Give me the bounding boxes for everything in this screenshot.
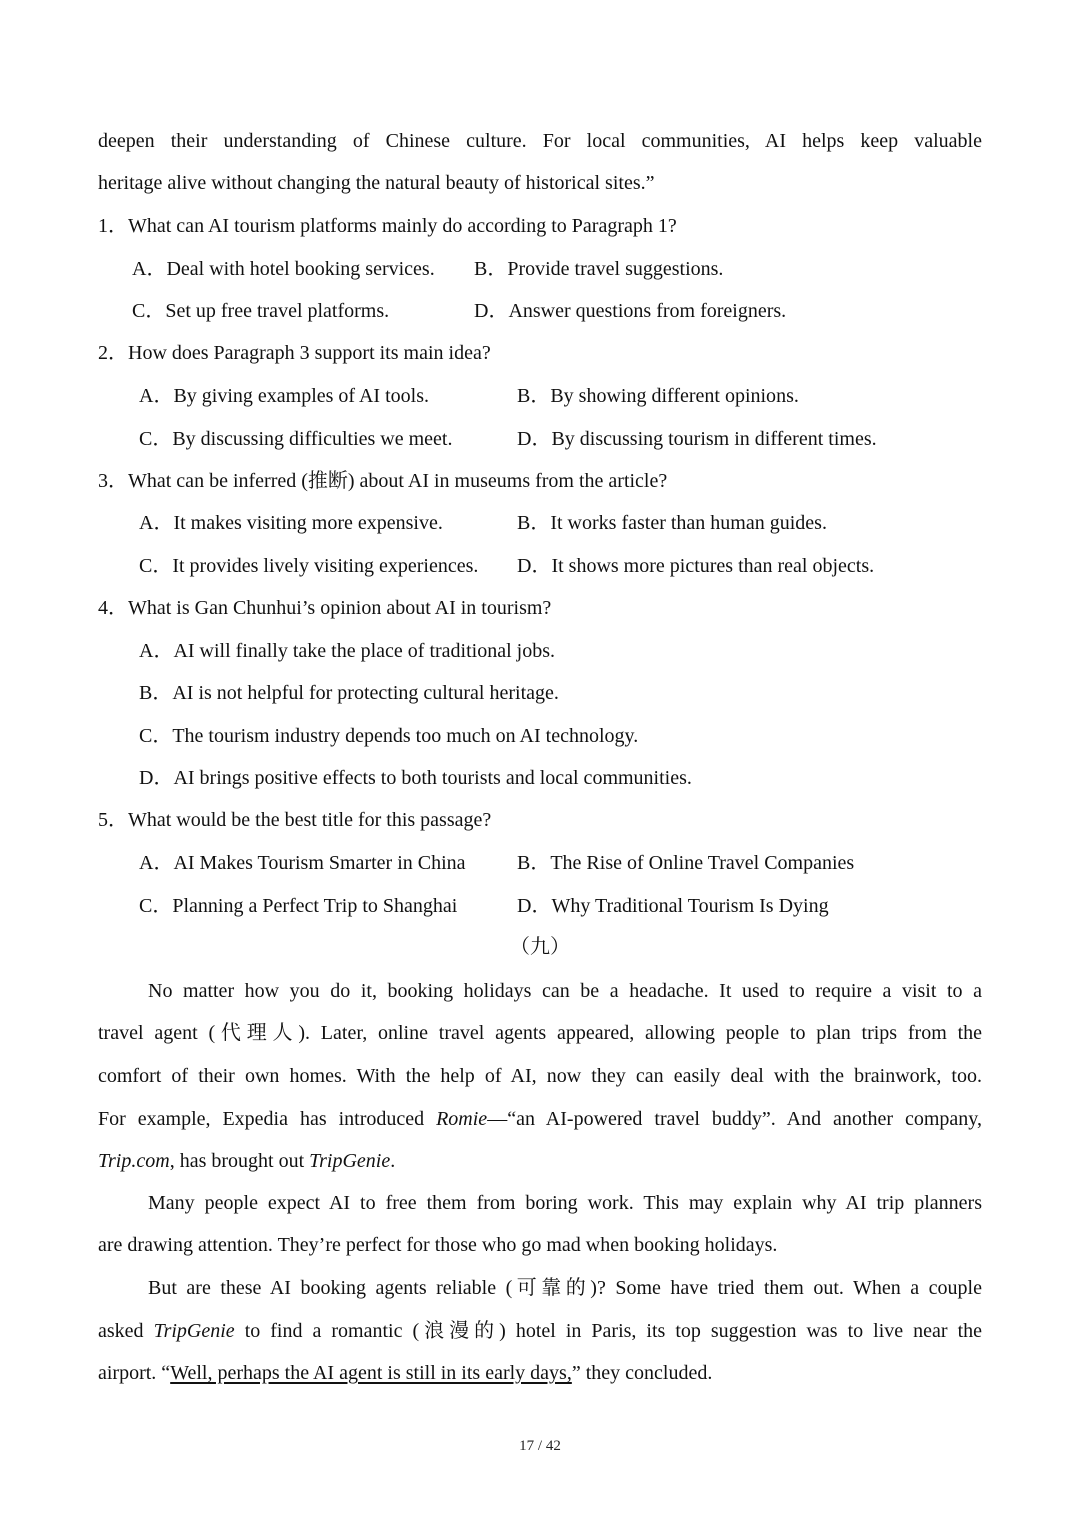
q4-option-a: A．AI will finally take the place of traditional jobs. [139,640,555,662]
passage-line: heritage alive without changing the natural beauty of historical sites.” [98,172,655,194]
q4-option-c: C．The tourism industry depends too much on AI technology. [139,725,639,747]
passage-line: asked TripGenie to find a romantic (浪漫的) hotel in Paris, its top suggestion was to live near the [98,1320,983,1342]
passage-line: travel agent (代理人). Later, online travel agents appeared, allowing people to plan trips from the [98,1022,982,1044]
passage-line: Many people expect AI to free them from boring work. This may explain why AI trip planners [148,1192,982,1214]
question-4-stem: 4．What is Gan Chunhui’s opinion about AI in tourism? [98,597,552,619]
q5-option-a: A．AI Makes Tourism Smarter in China [139,852,466,874]
q3-option-a: A．It makes visiting more expensive. [139,512,443,534]
q4-option-d: D．AI brings positive effects to both tourists and local communities. [139,767,692,789]
q1-option-b: B．Provide travel suggestions. [474,258,724,280]
product-name: TripGenie [309,1150,391,1172]
section-title: （九） [510,936,570,958]
passage-line: deepen their understanding of Chinese culture. For local communities, AI helps keep valuable [98,130,982,152]
product-name: Romie [436,1108,488,1130]
passage-line: comfort of their own homes. With the help of AI, now they can easily deal with the brainwork, too. [98,1065,982,1087]
q4-option-b: B．AI is not helpful for protecting cultural heritage. [139,682,559,704]
passage-line: But are these AI booking agents reliable (可靠的)? Some have tried them out. When a couple [148,1277,982,1299]
passage-line: For example, Expedia has introduced Romie—“an AI-powered travel buddy”. And another company, [98,1108,982,1130]
product-name: TripGenie [153,1320,235,1342]
q1-option-d: D．Answer questions from foreigners. [474,300,787,322]
passage-line: are drawing attention. They’re perfect for those who go mad when booking holidays. [98,1234,778,1256]
q2-option-c: C．By discussing difficulties we meet. [139,428,453,450]
q3-option-b: B．It works faster than human guides. [517,512,827,534]
q5-option-b: B．The Rise of Online Travel Companies [517,852,855,874]
passage-line: airport. “Well, perhaps the AI agent is still in its early days,” they concluded. [98,1362,713,1384]
q1-option-c: C．Set up free travel platforms. [132,300,390,322]
q2-option-b: B．By showing different opinions. [517,385,799,407]
question-2-stem: 2．How does Paragraph 3 support its main idea? [98,342,491,364]
q3-option-c: C．It provides lively visiting experiences. [139,555,479,577]
passage-line: No matter how you do it, booking holidays can be a headache. It used to require a visit to a [148,980,982,1002]
passage-line: Trip.com, has brought out TripGenie. [98,1150,396,1172]
question-1-stem: 1．What can AI tourism platforms mainly do according to Paragraph 1? [98,215,677,237]
page-number: 17 / 42 [519,1438,561,1454]
q2-option-d: D．By discussing tourism in different times. [517,428,877,450]
company-name: Trip.com [98,1150,170,1172]
underlined-quote: Well, perhaps the AI agent is still in its early days, [170,1362,572,1384]
question-5-stem: 5．What would be the best title for this passage? [98,809,492,831]
q5-option-d: D．Why Traditional Tourism Is Dying [517,895,829,917]
q2-option-a: A．By giving examples of AI tools. [139,385,429,407]
q1-option-a: A．Deal with hotel booking services. [132,258,435,280]
q5-option-c: C．Planning a Perfect Trip to Shanghai [139,895,458,917]
question-3-stem: 3．What can be inferred (推断) about AI in museums from the article? [98,470,668,492]
q3-option-d: D．It shows more pictures than real objects. [517,555,875,577]
